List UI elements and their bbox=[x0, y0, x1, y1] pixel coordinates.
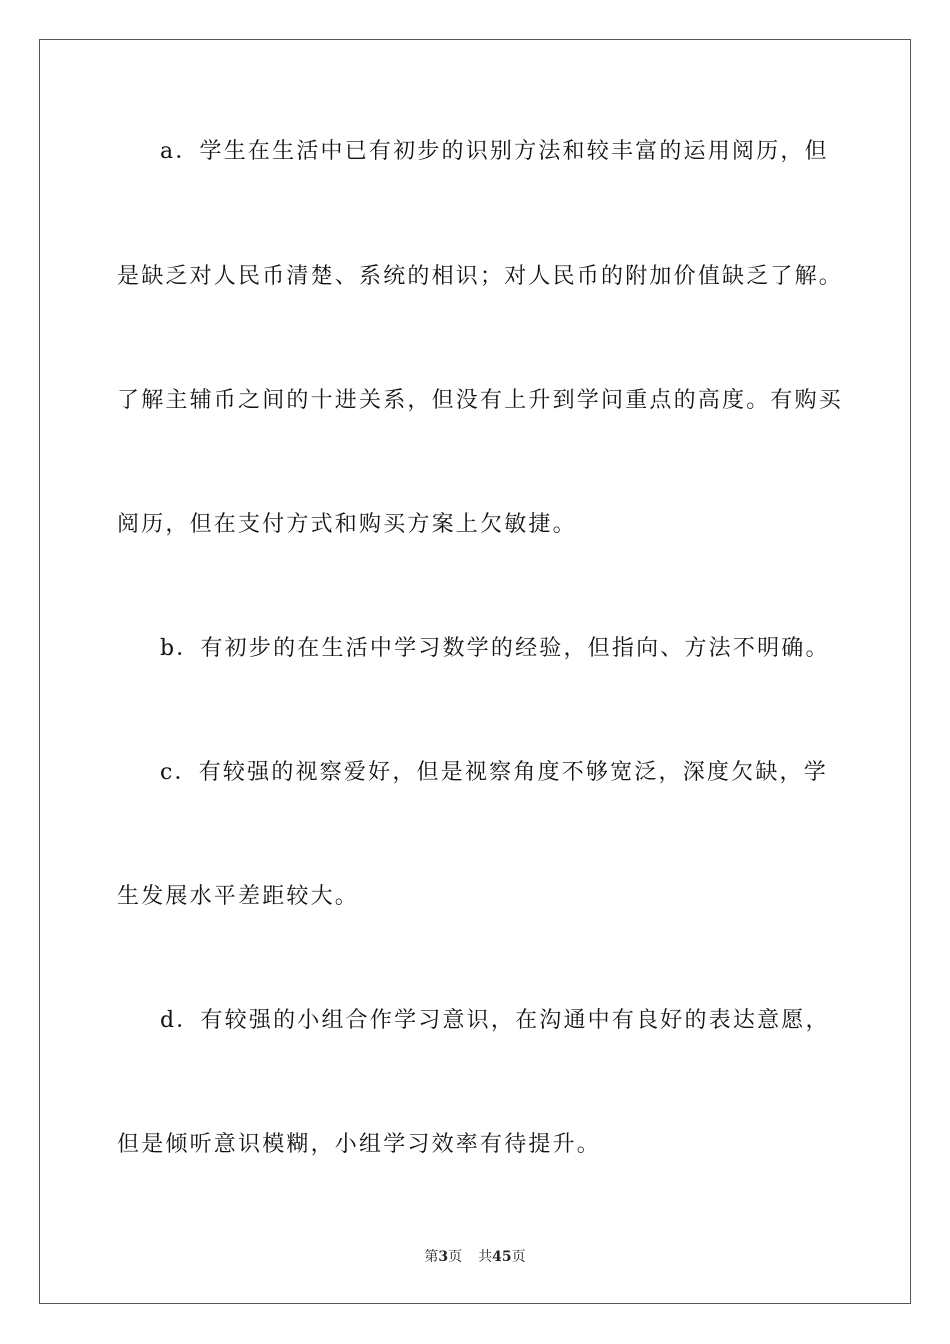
page-prefix: 第 bbox=[424, 1249, 439, 1265]
page-number: 3 bbox=[438, 1249, 449, 1265]
paragraph-a-line-2: 是缺乏对人民币清楚、系统的相识；对人民币的附加价值缺乏了解。 bbox=[117, 264, 844, 289]
page-border bbox=[39, 39, 911, 1304]
total-prefix: 共 bbox=[478, 1249, 493, 1265]
page-footer bbox=[0, 1248, 950, 1266]
paragraph-a-line-3: 了解主辅币之间的十进关系，但没有上升到学问重点的高度。有购买 bbox=[117, 388, 844, 413]
page-suffix: 页 bbox=[448, 1249, 463, 1265]
total-pages: 45 bbox=[492, 1249, 512, 1265]
paragraph-a-line-4: 阅历，但在支付方式和购买方案上欠敏捷。 bbox=[117, 512, 577, 537]
total-suffix: 页 bbox=[511, 1249, 526, 1265]
paragraph-d-line-2: 但是倾听意识模糊，小组学习效率有待提升。 bbox=[117, 1132, 602, 1157]
paragraph-d-line-1: d．有较强的小组合作学习意识，在沟通中有良好的表达意愿， bbox=[160, 1008, 830, 1033]
paragraph-a-line-1: a．学生在生活中已有初步的识别方法和较丰富的运用阅历，但 bbox=[160, 139, 829, 164]
paragraph-b: b．有初步的在生活中学习数学的经验，但指向、方法不明确。 bbox=[160, 636, 830, 661]
paragraph-c-line-2: 生发展水平差距较大。 bbox=[117, 884, 360, 909]
paragraph-c-line-1: c．有较强的视察爱好，但是视察角度不够宽泛，深度欠缺，学 bbox=[160, 760, 828, 785]
